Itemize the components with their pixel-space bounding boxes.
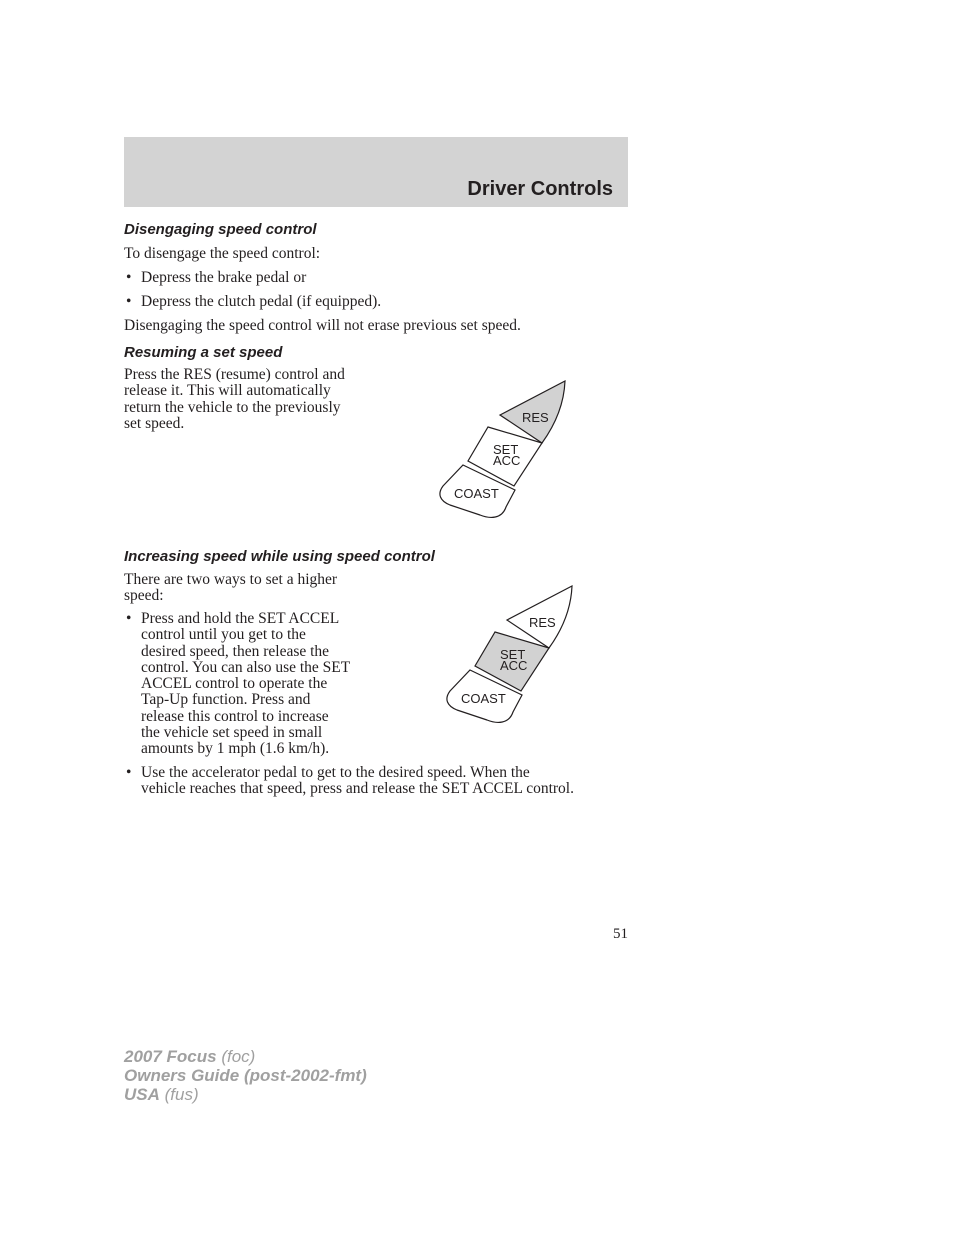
text-line: Use the accelerator pedal to get to the desired speed. When the (141, 764, 530, 781)
text-line: control until you get to the (141, 626, 306, 644)
bullet-dot: • (126, 610, 132, 627)
footer-guide: Owners Guide (post-2002-fmt) (124, 1066, 367, 1085)
text-line: control. You can also use the SET (141, 658, 351, 676)
bullet-text: Depress the clutch pedal (if equipped). (141, 293, 382, 310)
res-label: RES (529, 615, 556, 630)
acc-label: ACC (493, 453, 521, 468)
footer-line (124, 1085, 367, 1104)
heading-disengaging: Disengaging speed control (124, 221, 317, 238)
speed-control-diagram-set-acc (437, 580, 587, 730)
list-item (124, 765, 629, 801)
coast-label: COAST (454, 486, 499, 501)
footer-market-code: (fus) (164, 1085, 199, 1104)
text-line: Tap-Up function. Press and (141, 691, 311, 709)
coast-label: COAST (461, 691, 506, 706)
text-line: return the vehicle to the previously (124, 398, 341, 416)
page-title: Driver Controls (467, 178, 613, 200)
text-line: release it. This will automatically (124, 382, 331, 400)
footer-model: 2007 Focus (124, 1047, 217, 1066)
bullet-dot: • (126, 293, 132, 310)
bullet-dot: • (126, 764, 132, 781)
heading-increasing: Increasing speed while using speed control (124, 548, 435, 565)
acc-label: ACC (500, 658, 528, 673)
text-line: Press and hold the SET ACCEL (141, 610, 340, 627)
footer-market: USA (124, 1085, 160, 1104)
text-line: vehicle reaches that speed, press and release the SET ACCEL control. (141, 780, 574, 798)
speed-control-diagram-res (430, 375, 580, 525)
text-line: release this control to increase (141, 707, 329, 725)
footer (124, 1047, 367, 1104)
set-label: SET (500, 647, 526, 662)
bullet-dot: • (126, 269, 132, 286)
text-line: speed: (124, 587, 164, 605)
list-item (124, 611, 424, 761)
bullet-text (141, 765, 574, 798)
text-line: desired speed, then release the (141, 642, 330, 660)
set-label: SET (493, 442, 519, 457)
text-line: set speed. (124, 414, 185, 432)
increase-intro (124, 572, 337, 605)
text-line: ACCEL control to operate the (141, 675, 328, 693)
footer-line (124, 1066, 367, 1085)
disengage-intro: To disengage the speed control: (124, 245, 321, 262)
resume-paragraph (124, 367, 345, 432)
page-number: 51 (613, 926, 628, 942)
text-line: There are two ways to set a higher (124, 571, 338, 588)
text-line: the vehicle set speed in small (141, 724, 323, 742)
disengage-note: Disengaging the speed control will not erase previous set speed. (124, 317, 521, 334)
res-label: RES (522, 410, 549, 425)
text-line: amounts by 1 mph (1.6 km/h). (141, 740, 330, 758)
footer-line (124, 1047, 367, 1066)
text-line: Press the RES (resume) control and (124, 366, 345, 383)
heading-resuming: Resuming a set speed (124, 344, 283, 361)
footer-model-code: (foc) (221, 1047, 256, 1066)
bullet-text: Depress the brake pedal or (141, 269, 307, 286)
header-band (124, 137, 628, 207)
bullet-text (141, 611, 350, 758)
